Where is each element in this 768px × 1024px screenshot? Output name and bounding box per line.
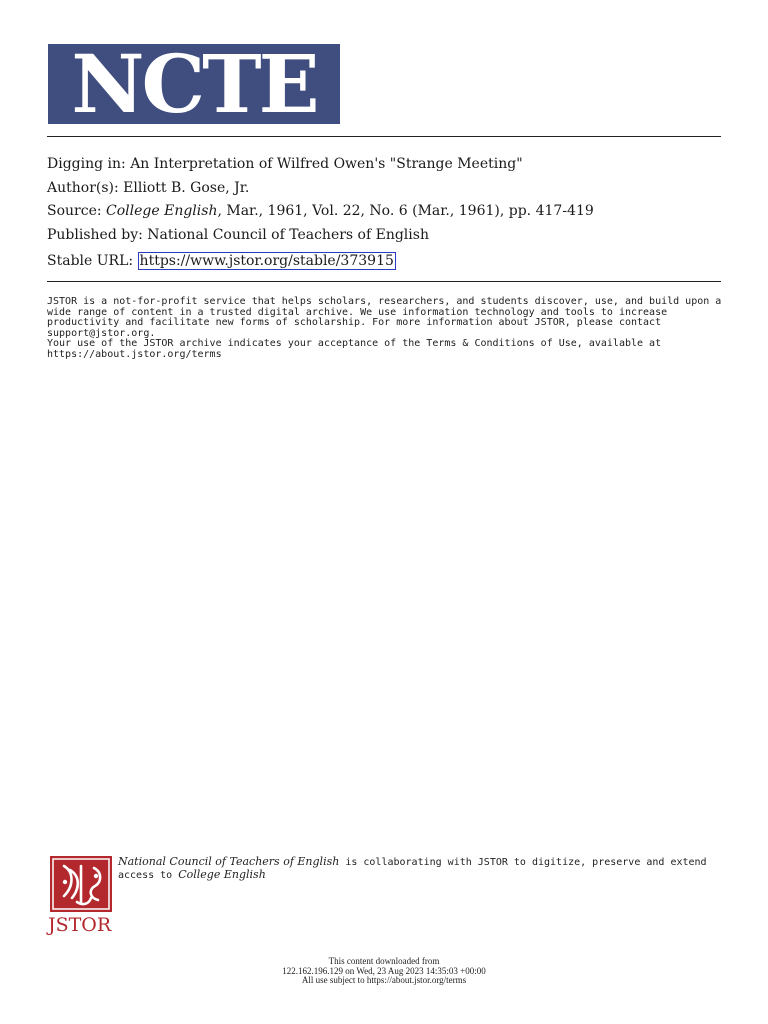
stable-url-label: Stable URL:: [47, 253, 134, 269]
collab-journal: College English: [178, 868, 266, 881]
footer-line-1: This content downloaded from: [328, 956, 440, 966]
source-journal: College English: [106, 203, 218, 219]
footer-line-2: 122.162.196.129 on Wed, 23 Aug 2023 14:35:03 +00:00: [282, 965, 486, 976]
publisher-label: Published by:: [47, 226, 143, 243]
article-metadata: [47, 153, 594, 274]
collaboration-statement: [118, 856, 708, 882]
top-divider: [47, 136, 721, 137]
source-row: [47, 200, 594, 224]
authors-label: Author(s):: [47, 179, 119, 196]
jstor-wordmark: JSTOR: [48, 914, 112, 936]
footer-line-3: All use subject to https://about.jstor.org/terms: [301, 975, 467, 985]
jstor-logo-icon: [50, 856, 112, 912]
authors-row: [47, 177, 594, 201]
publisher-row: [47, 224, 594, 248]
stable-url-link[interactable]: https://www.jstor.org/stable/373915: [139, 253, 394, 269]
source-label: Source:: [47, 203, 102, 219]
collab-text: is collaborating with JSTOR to digitize, preserve and extend access to: [118, 857, 707, 881]
bottom-divider: [47, 281, 721, 282]
ncte-logo: NCTE: [48, 44, 340, 124]
article-title: Digging in: An Interpretation of Wilfred Owen's "Strange Meeting": [47, 156, 523, 172]
publisher-value: National Council of Teachers of English: [147, 226, 429, 243]
collab-org: National Council of Teachers of English: [118, 855, 340, 868]
download-footer: [0, 957, 768, 986]
jstor-notice-paragraph: JSTOR is a not-for-profit service that helps scholars, researchers, and students discover, use, and build upon a wide range of content in a trusted digital archive. We use information technology and tools to increase productivity and facilitate new forms of scholarship. For more information about JSTOR, please contact support@jstor.org.: [47, 296, 722, 340]
source-details: , Mar., 1961, Vol. 22, No. 6 (Mar., 1961), pp. 417-419: [217, 203, 594, 219]
authors-value: Elliott B. Gose, Jr.: [123, 179, 250, 196]
stable-url-row: [47, 250, 594, 274]
terms-notice-paragraph: Your use of the JSTOR archive indicates your acceptance of the Terms & Conditions of Use, available at https://about.jstor.org/terms: [47, 338, 662, 360]
